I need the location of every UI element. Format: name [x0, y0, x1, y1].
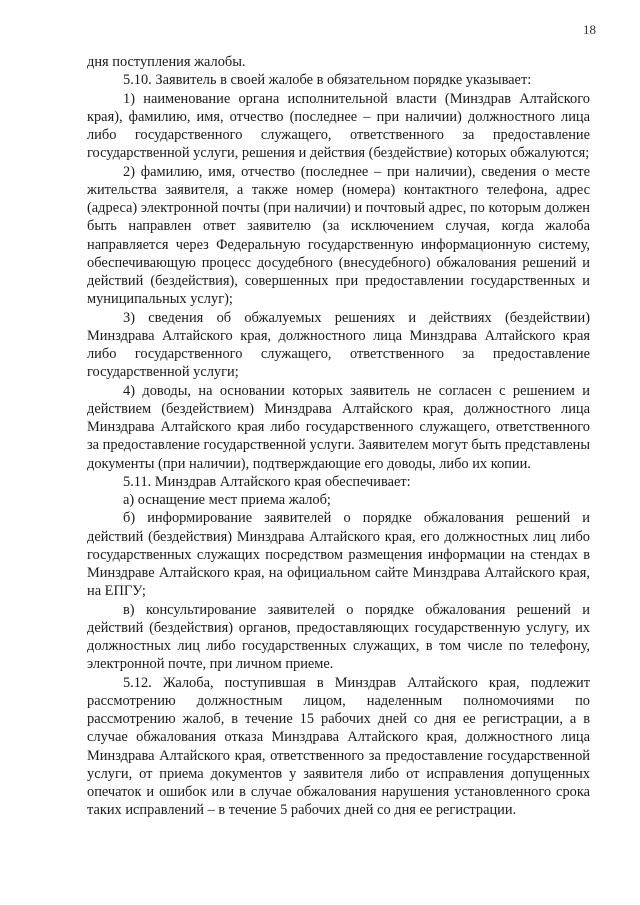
paragraph-item-4: 4) доводы, на основании которых заявитель не согласен с решением и действием (бездействием) Минздрава Алтайского края, должностного лица Минздрава Алтайского края либо государственного служащего, ответственного за предоставление государственной услуги. Заявителем могут быть представлены документы (при наличии), подтверждающие его доводы, либо их копии. [87, 382, 590, 472]
paragraph-5-10-heading: 5.10. Заявитель в своей жалобе в обязательном порядке указывает: [123, 72, 532, 89]
paragraph-item-2: 2) фамилию, имя, отчество (последнее – при наличии), сведения о месте жительства заявителя, а также номер (номера) контактного телефона, адрес (адреса) электронной почты (при наличии) и почтовый адрес, по которым должен быть направлен ответ заявителю (за исключением случая, когда жалоба направляется через Федеральную государственную информационную систему, обеспечивающую процесс досудебного (внесудебного) обжалования решений и действий (бездействия), совершенных при предоставлении государственных и муниципальных услуг); [87, 163, 590, 308]
document-body [87, 53, 590, 820]
paragraph-item-3: 3) сведения об обжалуемых решениях и действиях (бездействии) Минздрава Алтайского края, должностного лица Минздрава Алтайского края либо государственного служащего, ответственного за предоставление государственной услуги; [87, 309, 590, 381]
paragraph-item-1: 1) наименование органа исполнительной власти (Минздрав Алтайского края), фамилию, имя, отчество (последнее – при наличии) должностного лица либо государственного служащего, ответственного за предоставление государственной услуги, решения и действия (бездействие) которых обжалуются; [87, 90, 590, 162]
paragraph-item-a: а) оснащение мест приема жалоб; [123, 492, 331, 508]
paragraph-5-12: 5.12. Жалоба, поступившая в Минздрав Алтайского края, подлежит рассмотрению должностным лицом, наделенным полномочиями по рассмотрению жалоб, в течение 15 рабочих дней со дня ее регистрации, а в случае обжалования отказа Минздрава Алтайского края, должностного лица Минздрава Алтайского края, ответственного за предоставление государственной услуги, от приема документов у заявителя либо от исправления допущенных опечаток и ошибок или в случае обжалования нарушения установленного срока таких исправлений – в течение 5 рабочих дней со дня ее регистрации. [87, 674, 590, 819]
paragraph-item-b: б) информирование заявителей о порядке обжалования решений и действий (бездействия) Минздрава Алтайского края, его должностных лиц либо государственных служащих посредством размещения информации на стендах в Минздраве Алтайского края, на официальном сайте Минздрава Алтайского края, на ЕПГУ; [87, 510, 590, 600]
paragraph-5-11-heading: 5.11. Минздрав Алтайского края обеспечивает: [123, 473, 411, 490]
paragraph-item-v: в) консультирование заявителей о порядке обжалования решений и действий (бездействия) органов, предоставляющих государственную услугу, их должностных лиц либо государственных служащих, в том числе по телефону, электронной почте, при личном приеме. [87, 601, 590, 673]
page-number: 18 [583, 22, 596, 37]
paragraph-continuation: дня поступления жалобы. [87, 54, 246, 70]
